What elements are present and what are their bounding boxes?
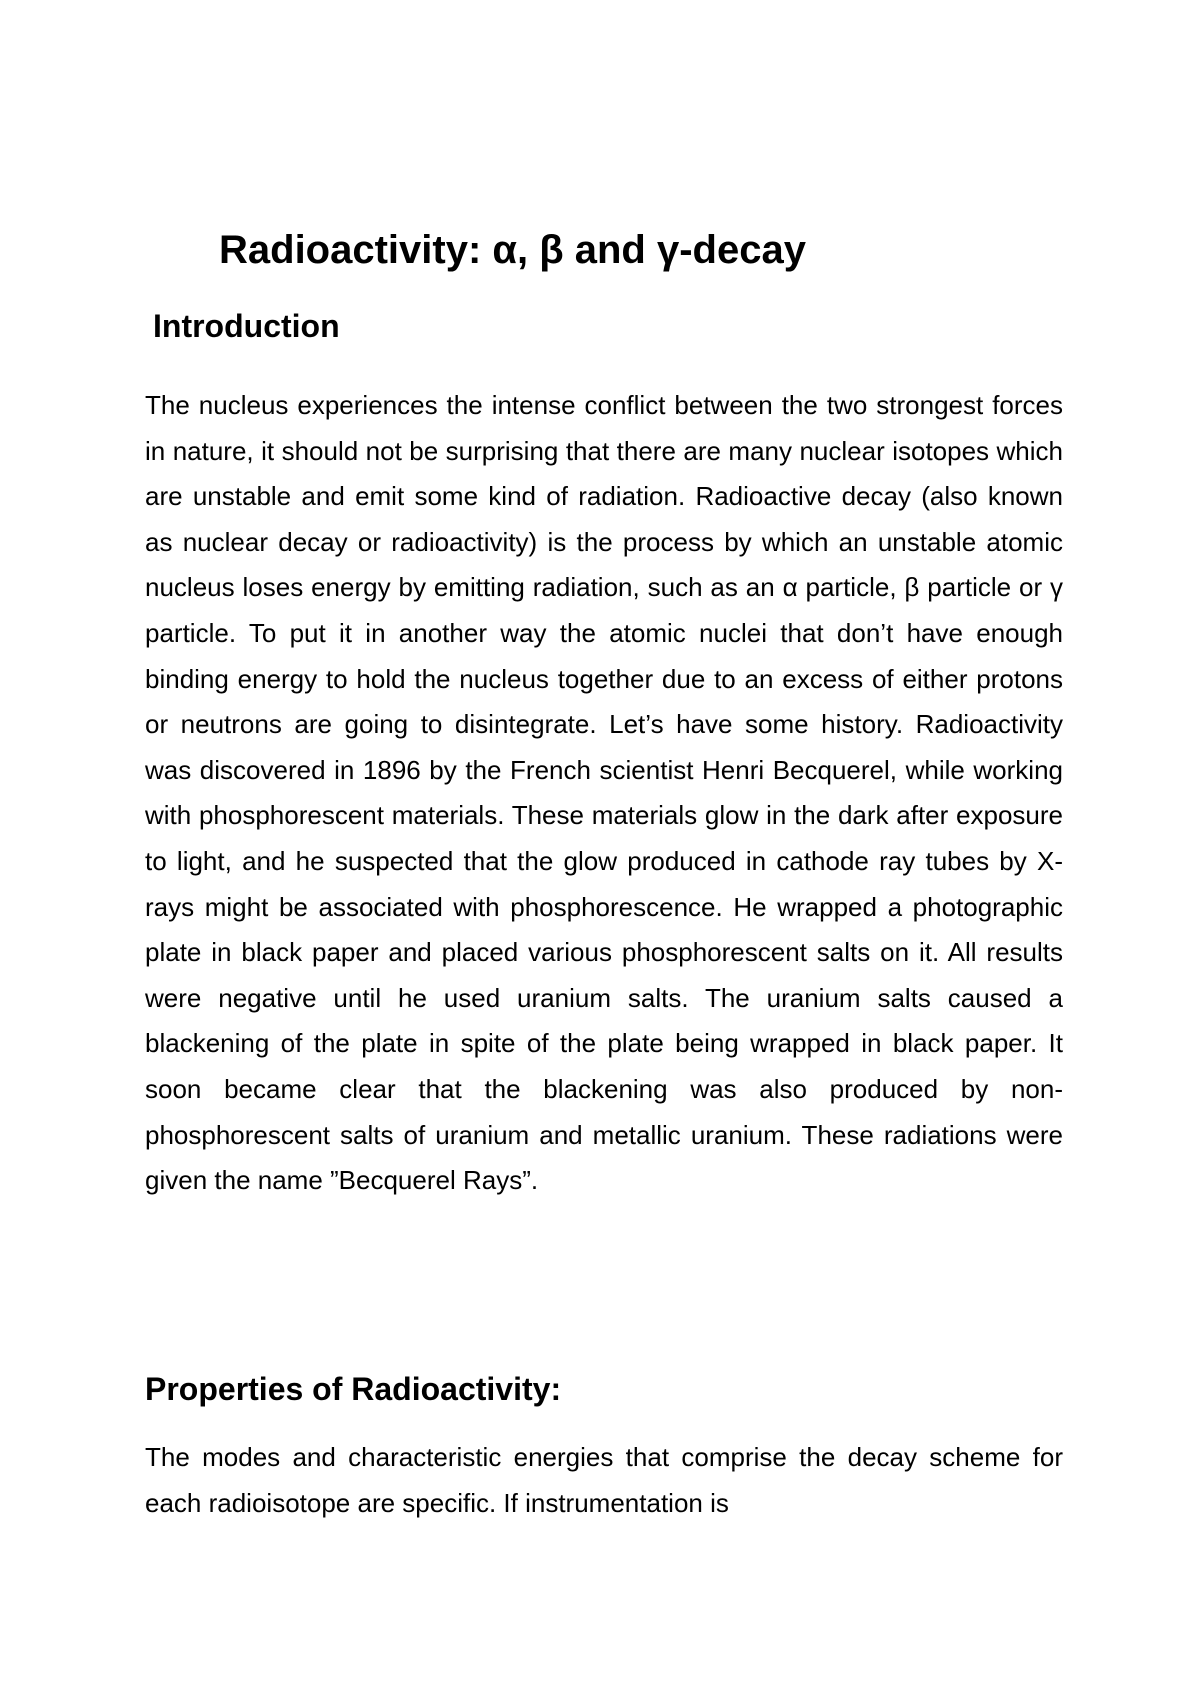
properties-paragraph: The modes and characteristic energies that comprise the decay scheme for each radioisotope are specific. If instrumentation is	[145, 1442, 1063, 1518]
section-heading-properties: Properties of Radioactivity:	[145, 1371, 562, 1407]
introduction-paragraph: The nucleus experiences the intense conflict between the two strongest forces in nature, it should not be surprising that there are many nuclear isotopes which are unstable and emit some kind of radiation. Radioactive decay (also known as nuclear decay or radioactivity) is the process by which an unstable atomic nucleus loses energy by emitting radiation, such as an α particle, β particle or γ particle. To put it in another way the atomic nuclei that don’t have enough binding energy to hold the nucleus together due to an excess of either protons or neutrons are going to disintegrate. Let’s have some history. Radioactivity was discovered in 1896 by the French scientist Henri Becquerel, while working with phosphorescent materials. These materials glow in the dark after exposure to light, and he suspected that the glow produced in cathode ray tubes by X-rays might be associated with phosphorescence. He wrapped a photographic plate in black paper and placed various phosphorescent salts on it. All results were negative until he used uranium salts. The uranium salts caused a blackening of the plate in spite of the plate being wrapped in black paper. It soon became clear that the blackening was also produced by non-phosphorescent salts of uranium and metallic uranium. These radiations were given the name ”Becquerel Rays”.	[145, 390, 1063, 1196]
section-heading-introduction: Introduction	[153, 308, 340, 344]
document-title: Radioactivity: α, β and γ-decay	[219, 228, 806, 272]
